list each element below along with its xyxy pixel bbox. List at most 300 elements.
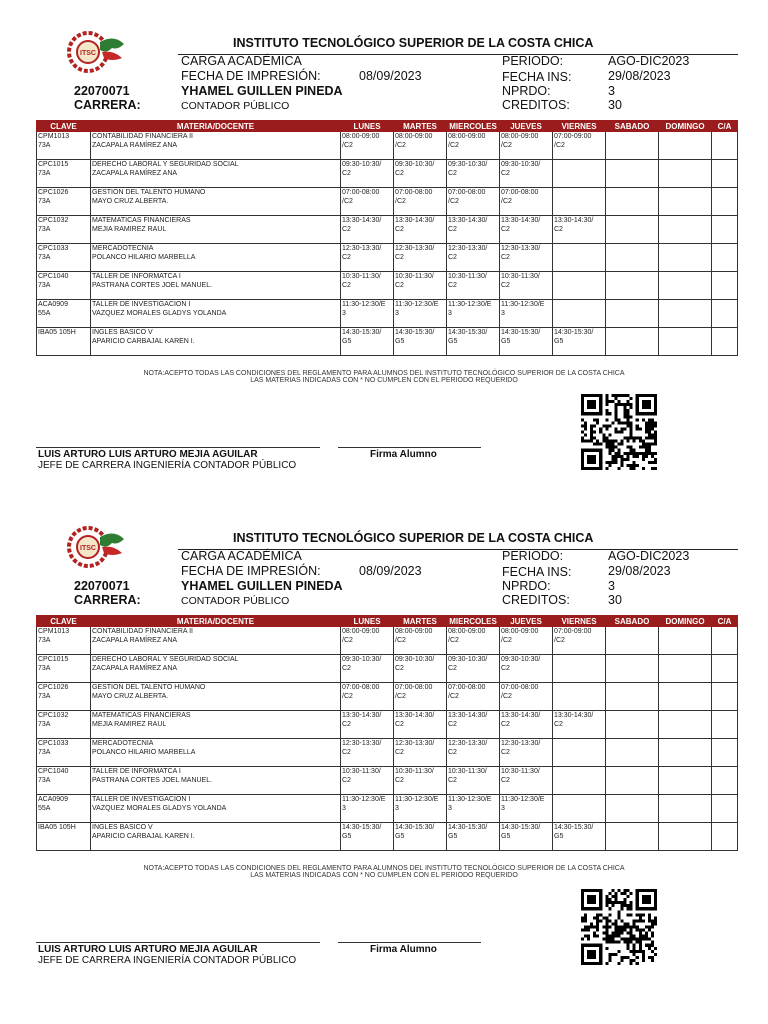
schedule-cell-line: /C2 [448, 142, 459, 149]
materia-cell [91, 711, 341, 739]
schedule-cell-line: C2 [342, 282, 351, 289]
schedule-cell [712, 272, 738, 300]
schedule-cell-line [607, 767, 657, 776]
materia-cell-line: DERECHO LABORAL Y SEGURIDAD SOCIAL [92, 161, 239, 168]
schedule-cell [606, 711, 659, 739]
schedule-cell-line: C2 [448, 170, 457, 177]
schedule-cell-line: C2 [448, 777, 457, 784]
schedule-cell [712, 132, 738, 160]
schedule-cell-line: C2 [395, 254, 404, 261]
schedule-cell-line: 3 [448, 310, 452, 317]
schedule-cell-line: 07:00-08:00 [501, 684, 539, 691]
schedule-cell-line [554, 309, 604, 318]
schedule-cell-line: G5 [501, 833, 511, 840]
column-header: MIERCOLES [447, 616, 500, 627]
firma-alumno-label: Firma Alumno [370, 449, 437, 460]
schedule-cell-line: 14:30-15:30/ [395, 824, 435, 831]
materia-cell-line: TALLER DE INFORMATCA I [92, 768, 181, 775]
schedule-table [36, 615, 738, 851]
schedule-cell-line: 12:30-13:30/ [342, 740, 382, 747]
schedule-cell-line: 12:30-13:30/ [448, 740, 488, 747]
clave-cell-line: CPM1013 [38, 628, 70, 635]
schedule-cell-line: 07:00-08:00 [395, 189, 433, 196]
schedule-cell-line [713, 141, 736, 150]
schedule-cell [341, 272, 394, 300]
schedule-cell-line [607, 253, 657, 262]
table-row [37, 739, 738, 767]
schedule-cell-line [660, 188, 710, 197]
schedule-cell [553, 683, 606, 711]
schedule-cell-line [713, 253, 736, 262]
schedule-cell-line: 11:30-12:30/E [395, 796, 439, 803]
schedule-cell-line [713, 216, 736, 225]
schedule-cell-line: C2 [554, 226, 563, 233]
schedule-cell-line: 11:30-12:30/E [448, 301, 492, 308]
qr-code-icon [581, 889, 657, 965]
schedule-cell [394, 300, 447, 328]
clave-cell-line: CPC1026 [38, 684, 69, 691]
column-header: MIERCOLES [447, 121, 500, 132]
signature-line-alumno [338, 447, 481, 448]
carga-label: CARGA ACADÉMICA [181, 54, 302, 68]
creditos-value: 30 [608, 98, 622, 112]
schedule-cell-line: 13:30-14:30/ [554, 217, 594, 224]
schedule-cell-line: 3 [342, 310, 346, 317]
schedule-cell [553, 711, 606, 739]
schedule-cell-line: 07:00-08:00 [395, 684, 433, 691]
logo-text: ITSC [80, 50, 96, 57]
schedule-cell-line: G5 [395, 833, 405, 840]
materia-cell [91, 216, 341, 244]
schedule-cell [712, 216, 738, 244]
schedule-cell-line [554, 169, 604, 178]
column-header: C/A [712, 121, 738, 132]
schedule-cell-line [554, 197, 604, 206]
schedule-cell-line [607, 795, 657, 804]
schedule-cell [341, 767, 394, 795]
clave-cell-line: 55A [38, 310, 51, 317]
schedule-cell-line [713, 281, 736, 290]
schedule-cell [553, 132, 606, 160]
schedule-cell [394, 767, 447, 795]
schedule-cell [553, 328, 606, 356]
table-row [37, 272, 738, 300]
schedule-cell [606, 132, 659, 160]
schedule-cell-line: G5 [448, 833, 458, 840]
schedule-cell-line: C2 [501, 254, 510, 261]
schedule-cell-line: C2 [501, 170, 510, 177]
schedule-cell-line [713, 748, 736, 757]
schedule-cell-line: C2 [448, 721, 457, 728]
schedule-cell [394, 188, 447, 216]
schedule-cell-line: C2 [448, 749, 457, 756]
clave-cell-line: 73A [38, 637, 51, 644]
materia-cell [91, 188, 341, 216]
schedule-cell [341, 216, 394, 244]
schedule-cell-line [660, 132, 710, 141]
note-conditions: NOTA:ACEPTO TODAS LAS CONDICIONES DEL REGLAMENTO PARA ALUMNOS DEL INSTITUTO TECNOLÓGICO SUPERIOR DE LA COSTA CHICA [143, 370, 625, 377]
schedule-cell-line: C2 [342, 226, 351, 233]
fecha-ins-value: 29/08/2023 [608, 69, 671, 83]
schedule-cell-line [554, 767, 604, 776]
schedule-cell-line [660, 655, 710, 664]
schedule-cell-line: /C2 [395, 637, 406, 644]
schedule-cell-line: C2 [395, 665, 404, 672]
signer-title: JEFE DE CARRERA INGENIERÍA CONTADOR PÚBLICO [38, 460, 297, 471]
column-header: CLAVE [37, 616, 91, 627]
nprdo-value: 3 [608, 579, 615, 593]
schedule-cell-line: 08:00-09:00 [448, 133, 486, 140]
schedule-cell [500, 272, 553, 300]
column-header: JUEVES [500, 616, 553, 627]
schedule-cell [553, 188, 606, 216]
schedule-cell [659, 132, 712, 160]
schedule-cell-line: 07:00-08:00 [448, 684, 486, 691]
periodo-value: AGO-DIC2023 [608, 54, 690, 68]
schedule-cell-line: 3 [448, 805, 452, 812]
schedule-cell-line: 09:30-10:30/ [342, 161, 382, 168]
materia-cell-line: MEJIA RAMIREZ RAUL [92, 721, 167, 728]
schedule-cell [341, 160, 394, 188]
schedule-cell [500, 683, 553, 711]
schedule-cell-line: 10:30-11:30/ [448, 768, 487, 775]
schedule-cell [659, 711, 712, 739]
schedule-cell-line: C2 [395, 749, 404, 756]
creditos-label: CREDITOS: [502, 593, 570, 607]
nprdo-label: NPRDO: [502, 84, 551, 98]
schedule-cell-line [607, 281, 657, 290]
schedule-cell [341, 328, 394, 356]
institute-logo-icon [66, 523, 128, 571]
schedule-cell-line: /C2 [342, 142, 353, 149]
schedule-cell [447, 683, 500, 711]
schedule-cell-line [554, 160, 604, 169]
clave-cell-line: ACA0909 [38, 796, 68, 803]
schedule-cell-line [554, 244, 604, 253]
schedule-cell [659, 216, 712, 244]
schedule-cell-line: 12:30-13:30/ [501, 245, 541, 252]
schedule-cell-line: 14:30-15:30/ [342, 329, 382, 336]
schedule-cell-line: 09:30-10:30/ [395, 656, 435, 663]
schedule-cell [394, 795, 447, 823]
schedule-cell [659, 823, 712, 851]
schedule-table [36, 120, 738, 356]
materia-cell-line: PASTRANA CORTES JOEL MANUEL. [92, 777, 213, 784]
schedule-cell-line: 11:30-12:30/E [448, 796, 492, 803]
materia-cell-line: MERCADOTECNIA [92, 245, 154, 252]
schedule-cell-line: /C2 [342, 637, 353, 644]
table-row [37, 655, 738, 683]
column-header: MATERIA/DOCENTE [91, 616, 341, 627]
materia-cell-line: MAYO CRUZ ALBERTA. [92, 198, 169, 205]
schedule-cell [606, 655, 659, 683]
clave-cell-line: 73A [38, 749, 51, 756]
schedule-cell-line: 14:30-15:30/ [448, 824, 488, 831]
schedule-cell-line [607, 272, 657, 281]
schedule-cell-line: 07:00-08:00 [342, 684, 380, 691]
schedule-cell [341, 300, 394, 328]
clave-cell-line: CPC1040 [38, 768, 69, 775]
schedule-cell [394, 244, 447, 272]
clave-cell-line: 73A [38, 254, 51, 261]
materia-cell-line: INGLES BASICO V [92, 329, 153, 336]
schedule-cell [712, 627, 738, 655]
clave-cell [37, 244, 91, 272]
institute-title: INSTITUTO TECNOLÓGICO SUPERIOR DE LA COSTA CHICA [233, 36, 594, 50]
carrera-value: CONTADOR PÚBLICO [181, 100, 290, 112]
schedule-cell [394, 655, 447, 683]
schedule-cell-line [713, 132, 736, 141]
signature-line-jefe [36, 942, 320, 943]
schedule-cell-line: C2 [448, 226, 457, 233]
materia-cell-line: GESTION DEL TALENTO HUMANO [92, 684, 206, 691]
schedule-cell-line [554, 655, 604, 664]
schedule-cell-line: 14:30-15:30/ [342, 824, 382, 831]
schedule-cell [394, 328, 447, 356]
schedule-cell-line [660, 141, 710, 150]
fecha-impresion-label: FECHA DE IMPRESIÓN: [181, 69, 321, 83]
schedule-cell-line [660, 739, 710, 748]
schedule-cell-line [607, 692, 657, 701]
schedule-cell-line [607, 683, 657, 692]
schedule-cell [447, 188, 500, 216]
clave-cell-line: 73A [38, 665, 51, 672]
schedule-cell-line [660, 160, 710, 169]
schedule-cell-line: /C2 [501, 142, 512, 149]
clave-cell-line: 73A [38, 777, 51, 784]
schedule-cell-line [713, 627, 736, 636]
carga-label: CARGA ACADÉMICA [181, 549, 302, 563]
schedule-cell-line [554, 683, 604, 692]
table-row [37, 244, 738, 272]
schedule-cell-line [660, 272, 710, 281]
schedule-cell [341, 132, 394, 160]
fecha-ins-label: FECHA INS: [502, 565, 572, 579]
carga-academica-copy-2 [0, 495, 768, 1007]
schedule-cell [394, 711, 447, 739]
schedule-cell-line [554, 664, 604, 673]
schedule-cell-line [713, 169, 736, 178]
periodo-value: AGO-DIC2023 [608, 549, 690, 563]
materia-cell-line: MATEMATICAS FINANCIERAS [92, 712, 191, 719]
schedule-cell-line [607, 244, 657, 253]
schedule-cell [606, 160, 659, 188]
fecha-impresion-value: 08/09/2023 [359, 564, 422, 578]
schedule-cell-line [713, 309, 736, 318]
materia-cell [91, 244, 341, 272]
column-header: DOMINGO [659, 121, 712, 132]
schedule-cell [659, 188, 712, 216]
table-row [37, 683, 738, 711]
schedule-cell-line: 10:30-11:30/ [395, 768, 434, 775]
clave-cell [37, 132, 91, 160]
schedule-cell-line: 07:00-09:00 [554, 628, 592, 635]
schedule-cell-line [713, 823, 736, 832]
schedule-cell [606, 767, 659, 795]
schedule-cell-line [713, 804, 736, 813]
schedule-cell [659, 683, 712, 711]
schedule-cell-line: 09:30-10:30/ [395, 161, 435, 168]
schedule-cell-line: 10:30-11:30/ [395, 273, 434, 280]
schedule-cell [447, 328, 500, 356]
materia-cell [91, 767, 341, 795]
schedule-cell-line: 10:30-11:30/ [501, 768, 540, 775]
schedule-cell [500, 188, 553, 216]
schedule-cell-line: C2 [554, 721, 563, 728]
schedule-cell-line [607, 664, 657, 673]
schedule-cell-line [660, 169, 710, 178]
materia-cell-line: ZACAPALA RAMÍREZ ANA [92, 170, 178, 177]
schedule-cell-line [660, 244, 710, 253]
schedule-cell-line: /C2 [448, 637, 459, 644]
schedule-cell-line: G5 [554, 833, 564, 840]
schedule-cell-line [713, 692, 736, 701]
schedule-cell [606, 300, 659, 328]
schedule-cell-line: /C2 [395, 693, 406, 700]
schedule-cell [447, 627, 500, 655]
schedule-cell [606, 683, 659, 711]
schedule-cell [712, 739, 738, 767]
schedule-cell-line: 14:30-15:30/ [554, 329, 594, 336]
schedule-cell-line: /C2 [554, 637, 565, 644]
schedule-cell [447, 739, 500, 767]
schedule-cell-line: 09:30-10:30/ [448, 656, 488, 663]
signer-title: JEFE DE CARRERA INGENIERÍA CONTADOR PÚBLICO [38, 955, 297, 966]
schedule-cell [394, 132, 447, 160]
table-row [37, 216, 738, 244]
materia-cell-line: VAZQUEZ MORALES GLADYS YOLANDA [92, 310, 227, 317]
schedule-cell-line [660, 748, 710, 757]
clave-cell-line: 73A [38, 721, 51, 728]
clave-cell [37, 739, 91, 767]
schedule-cell-line [660, 309, 710, 318]
materia-cell [91, 683, 341, 711]
schedule-cell-line: C2 [501, 282, 510, 289]
materia-cell [91, 160, 341, 188]
column-header: VIERNES [553, 121, 606, 132]
schedule-cell [712, 300, 738, 328]
schedule-cell [394, 627, 447, 655]
schedule-cell-line: 13:30-14:30/ [342, 712, 382, 719]
schedule-cell-line: G5 [342, 338, 352, 345]
schedule-cell-line: /C2 [448, 198, 459, 205]
schedule-cell-line: 14:30-15:30/ [448, 329, 488, 336]
clave-cell [37, 300, 91, 328]
clave-cell [37, 795, 91, 823]
schedule-cell-line [607, 160, 657, 169]
schedule-cell-line: 13:30-14:30/ [448, 217, 488, 224]
schedule-cell [553, 272, 606, 300]
schedule-cell [500, 823, 553, 851]
schedule-cell [447, 300, 500, 328]
schedule-cell-line [713, 328, 736, 337]
clave-cell-line: CPC1033 [38, 245, 69, 252]
schedule-cell [500, 328, 553, 356]
materia-cell-line: MERCADOTECNIA [92, 740, 154, 747]
schedule-cell-line: 12:30-13:30/ [448, 245, 488, 252]
clave-cell [37, 655, 91, 683]
schedule-cell-line: C2 [501, 665, 510, 672]
schedule-cell [500, 627, 553, 655]
student-name: YHAMEL GUILLEN PINEDA [181, 84, 343, 98]
schedule-cell-line [660, 216, 710, 225]
table-row [37, 188, 738, 216]
clave-cell-line: 73A [38, 693, 51, 700]
table-row [37, 132, 738, 160]
schedule-cell [447, 244, 500, 272]
schedule-cell-line [607, 141, 657, 150]
schedule-cell-line [554, 748, 604, 757]
schedule-cell-line [607, 300, 657, 309]
clave-cell-line: 73A [38, 282, 51, 289]
schedule-cell-line: 11:30-12:30/E [501, 301, 545, 308]
schedule-cell-line [607, 804, 657, 813]
clave-cell [37, 272, 91, 300]
schedule-cell [341, 739, 394, 767]
materia-cell-line: MAYO CRUZ ALBERTA. [92, 693, 169, 700]
signature-line-alumno [338, 942, 481, 943]
table-row [37, 300, 738, 328]
column-header: SABADO [606, 616, 659, 627]
materia-cell-line: ZACAPALA RAMÍREZ ANA [92, 142, 178, 149]
schedule-cell-line [554, 776, 604, 785]
schedule-cell-line: 09:30-10:30/ [501, 161, 541, 168]
nprdo-value: 3 [608, 84, 615, 98]
schedule-cell-line [607, 748, 657, 757]
schedule-cell [500, 244, 553, 272]
clave-cell [37, 188, 91, 216]
schedule-cell-line [660, 692, 710, 701]
schedule-cell-line [554, 281, 604, 290]
schedule-cell-line: C2 [395, 721, 404, 728]
schedule-cell [553, 627, 606, 655]
schedule-cell [447, 711, 500, 739]
table-row [37, 823, 738, 851]
schedule-cell-line: 08:00-09:00 [395, 628, 433, 635]
student-id: 22070071 [74, 579, 130, 593]
schedule-cell-line [607, 328, 657, 337]
schedule-cell-line [607, 711, 657, 720]
materia-cell-line: ZACAPALA RAMÍREZ ANA [92, 637, 178, 644]
table-row [37, 767, 738, 795]
schedule-cell-line: 13:30-14:30/ [501, 217, 541, 224]
schedule-cell [341, 655, 394, 683]
schedule-cell [659, 655, 712, 683]
clave-cell-line: 73A [38, 142, 51, 149]
schedule-cell [500, 160, 553, 188]
schedule-cell-line: 14:30-15:30/ [501, 329, 541, 336]
schedule-cell-line [713, 197, 736, 206]
schedule-cell-line [607, 627, 657, 636]
schedule-cell-line [607, 188, 657, 197]
clave-cell [37, 711, 91, 739]
schedule-cell [394, 216, 447, 244]
table-row [37, 160, 738, 188]
schedule-cell [500, 300, 553, 328]
clave-cell [37, 683, 91, 711]
schedule-cell-line: C2 [342, 721, 351, 728]
schedule-cell-line [660, 225, 710, 234]
schedule-cell-line: 07:00-08:00 [342, 189, 380, 196]
institute-logo-icon [66, 28, 128, 76]
schedule-cell-line [607, 655, 657, 664]
schedule-cell [447, 655, 500, 683]
schedule-cell-line: C2 [501, 749, 510, 756]
schedule-cell-line: C2 [395, 282, 404, 289]
schedule-cell [553, 823, 606, 851]
schedule-cell [659, 767, 712, 795]
schedule-cell-line: 12:30-13:30/ [501, 740, 541, 747]
